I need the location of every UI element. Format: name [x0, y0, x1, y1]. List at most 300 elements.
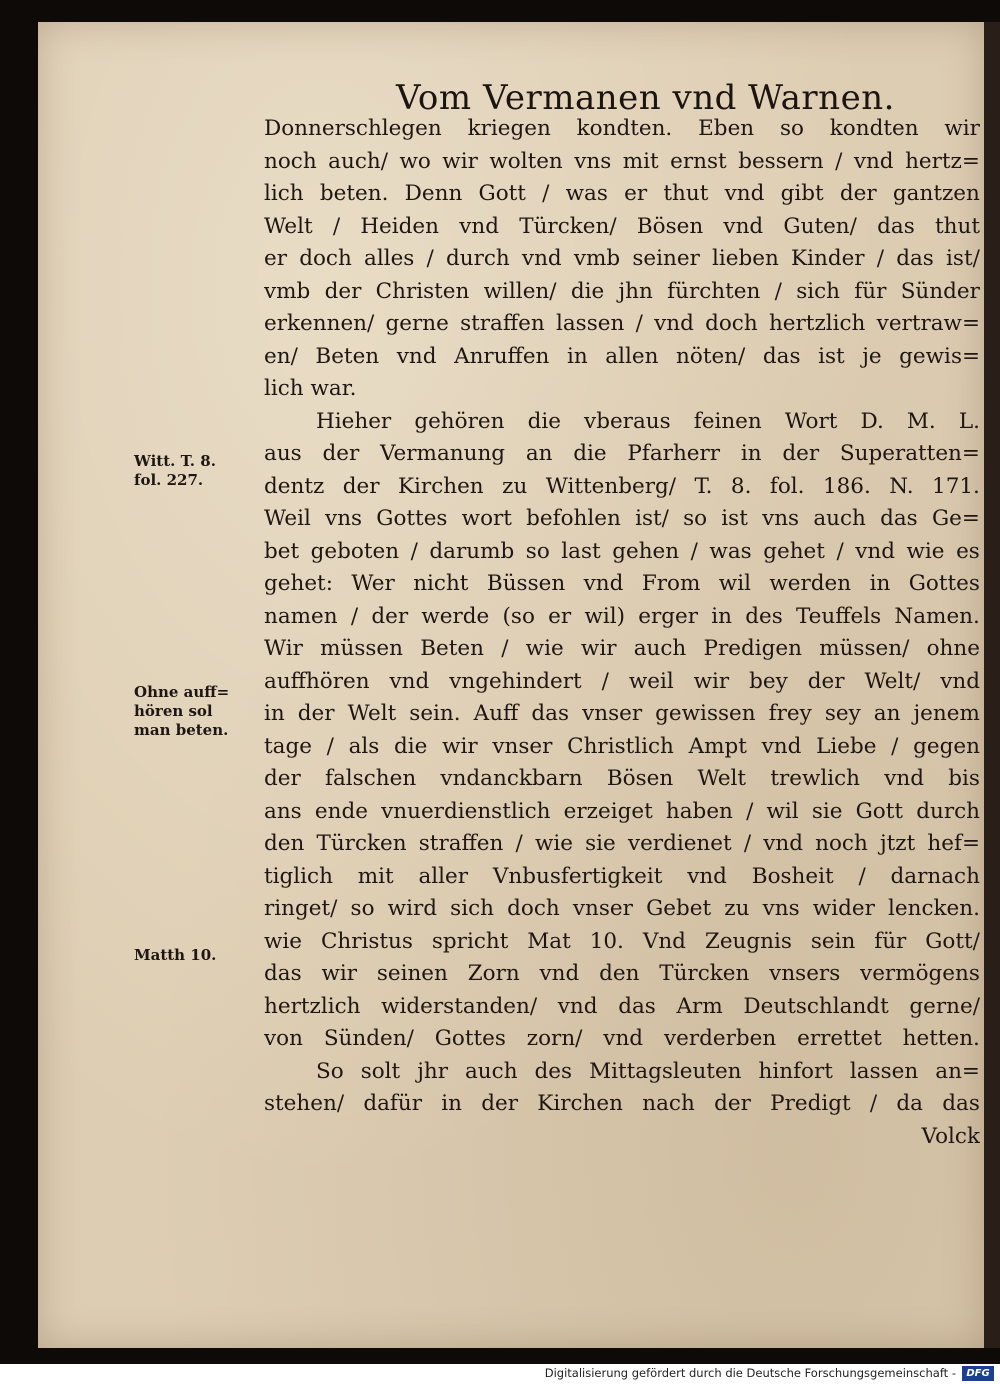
word: hertzlich	[264, 993, 361, 1019]
word: Mat	[527, 928, 571, 954]
word: stehen/	[264, 1091, 345, 1116]
word: der	[264, 766, 301, 791]
word: /	[542, 181, 550, 206]
word: solt	[360, 1058, 401, 1084]
page-heading: Vom Vermanen vnd Warnen.	[396, 78, 895, 118]
word: sie	[811, 798, 843, 824]
word: Arm	[676, 993, 723, 1019]
word: der	[481, 1091, 519, 1116]
word: Namen.	[894, 603, 980, 629]
word: L.	[958, 408, 980, 434]
word: der	[322, 441, 360, 466]
word: je	[862, 343, 882, 369]
word: vertraw=	[876, 311, 980, 336]
word: /	[746, 798, 754, 824]
word: vnd	[603, 1026, 644, 1051]
word: das	[762, 343, 801, 369]
word: Guten/	[783, 213, 857, 239]
word: er	[624, 181, 648, 206]
margin-note-line: man beten.	[134, 721, 229, 739]
word: in	[566, 343, 588, 369]
word: werde	[421, 603, 490, 629]
text-line-30	[264, 1056, 980, 1089]
word: Vermanung	[380, 441, 506, 466]
word: kondten.	[576, 116, 673, 141]
word: ist/	[946, 246, 980, 271]
word: vnd	[389, 668, 430, 694]
margin-note-line: Ohne auff=	[134, 683, 230, 701]
word: sich	[450, 896, 494, 921]
word: vns	[762, 506, 800, 531]
word: Gott	[855, 798, 904, 824]
word: Gottes	[434, 1026, 506, 1051]
word: hertzlich	[768, 311, 866, 336]
word: sich	[796, 278, 840, 304]
word: Wer	[351, 571, 395, 596]
word: vmb	[573, 246, 621, 271]
word: er	[264, 246, 288, 271]
word: wird	[387, 896, 437, 921]
word: vmb	[264, 278, 311, 304]
word: bey	[749, 668, 788, 694]
word: auch	[813, 506, 866, 531]
word: jhr	[417, 1058, 448, 1084]
word: bessern	[738, 148, 824, 174]
word: Anruffen	[454, 343, 550, 369]
word: Denn	[404, 181, 463, 206]
word: vnd	[853, 148, 894, 174]
word: vngehindert	[449, 668, 582, 694]
text-line-24	[264, 861, 980, 894]
word: vnuerdienstlich	[381, 798, 551, 824]
word: straffen	[418, 831, 504, 856]
word: sein.	[409, 701, 461, 726]
word: allen	[605, 343, 659, 369]
word: 186.	[822, 473, 871, 499]
word: Welt/	[864, 668, 921, 694]
word: Zorn	[467, 961, 520, 986]
word: Welt	[347, 701, 397, 726]
word: fol.	[769, 473, 805, 499]
word: das	[880, 506, 918, 531]
word: Hieher	[316, 408, 392, 434]
text-line-5	[264, 243, 980, 276]
word: verdienet	[627, 831, 732, 856]
word: vnd	[761, 733, 802, 759]
word: Bösen	[636, 213, 704, 239]
word: ende	[314, 798, 368, 824]
word: fürchten	[667, 278, 761, 304]
word: vns	[325, 506, 363, 531]
word: die	[527, 408, 561, 434]
margin-note-line: hören sol	[134, 702, 213, 720]
word: des	[534, 1058, 573, 1084]
word: vnd	[855, 538, 895, 564]
word: gantzen	[892, 181, 980, 206]
word: durch	[445, 246, 510, 271]
word: /	[635, 311, 643, 336]
word: zorn/	[526, 1026, 583, 1051]
word: da	[896, 1091, 923, 1116]
word: auch	[633, 636, 687, 661]
word: das	[264, 961, 302, 986]
word: für	[854, 278, 887, 304]
word: aller	[418, 863, 469, 889]
word: erkennen/	[264, 311, 375, 336]
margin-note-line: Matth 10.	[134, 946, 217, 964]
word: Deutschlandt	[743, 993, 889, 1019]
word: so	[350, 896, 375, 921]
word: last	[561, 538, 601, 564]
text-line-25	[264, 893, 980, 926]
word: T.	[694, 473, 713, 499]
word: wo	[399, 148, 431, 174]
word: hetten.	[902, 1026, 980, 1051]
text-line-2	[264, 146, 980, 179]
word: was	[709, 538, 752, 564]
word: vns	[762, 896, 800, 921]
word: lassen	[849, 1058, 919, 1084]
text-line-18	[264, 666, 980, 699]
word: werden	[769, 571, 852, 596]
text-line-22	[264, 796, 980, 829]
word: Ampt	[688, 733, 747, 759]
word: Wir	[264, 636, 303, 661]
word: Liebe	[816, 733, 877, 759]
word: durch	[916, 798, 980, 824]
word: /	[869, 1091, 878, 1116]
word: so	[779, 116, 804, 141]
word: gehet	[763, 538, 825, 564]
word: vnd	[763, 831, 803, 856]
word: /	[836, 538, 844, 564]
word: den	[264, 831, 305, 856]
word: wort	[461, 506, 512, 531]
word: wir	[693, 668, 730, 694]
word: M.	[906, 408, 936, 434]
word: er	[548, 603, 572, 629]
word: ernst	[670, 148, 727, 174]
word: vnd	[940, 668, 980, 694]
word: So	[316, 1058, 344, 1084]
word: vberaus	[584, 408, 671, 434]
word: lieben	[712, 246, 779, 271]
word: Kinder	[791, 246, 865, 271]
word: vnd	[521, 246, 562, 271]
word: ohne	[926, 636, 980, 661]
word: errettet	[797, 1026, 882, 1051]
body-text	[264, 113, 980, 1153]
word: der	[807, 668, 845, 694]
word: in	[264, 701, 285, 726]
text-line-8	[264, 341, 980, 374]
word: wil	[718, 571, 751, 596]
word: lassen	[555, 311, 625, 336]
word: vnd	[583, 571, 624, 596]
word: feinen	[693, 408, 762, 434]
word: /	[743, 831, 752, 856]
word: in	[711, 603, 732, 629]
word: den	[599, 961, 640, 986]
word: willen/	[483, 278, 557, 304]
word: die	[570, 278, 605, 304]
word: /	[690, 538, 698, 564]
word: der	[782, 441, 820, 466]
word: doch	[507, 896, 560, 921]
text-line-27	[264, 958, 980, 991]
word: so	[525, 538, 550, 564]
word: falschen	[325, 766, 417, 791]
word: in	[441, 1091, 462, 1116]
word: der	[324, 278, 362, 304]
word: seiner	[632, 246, 700, 271]
word: D.	[860, 408, 884, 434]
word: /	[326, 733, 334, 759]
word: widerstanden/	[381, 993, 538, 1019]
word: noch	[264, 148, 317, 174]
word: spricht	[431, 928, 509, 954]
word: das	[618, 993, 656, 1019]
word: vnsers	[769, 961, 841, 986]
word: was	[565, 181, 608, 206]
word: /	[501, 636, 509, 661]
word: /	[350, 603, 359, 629]
word: gehen	[612, 538, 680, 564]
word: vnser	[492, 733, 553, 759]
word: sey	[824, 701, 861, 726]
word: Beten	[315, 343, 380, 369]
word: nöten/	[676, 343, 746, 369]
word: es	[956, 538, 980, 564]
word: das	[531, 701, 570, 726]
word: müssen	[320, 636, 403, 661]
word: thut	[935, 213, 980, 239]
word: Weil	[264, 506, 311, 531]
word: gehet:	[264, 571, 333, 596]
word: wir	[321, 961, 357, 986]
word: wil)	[584, 603, 625, 629]
word: Superatten=	[839, 441, 980, 466]
word: das	[942, 1091, 980, 1116]
text-line-9: lich war.	[264, 376, 357, 401]
word: From	[641, 571, 701, 596]
page-edge	[984, 22, 1000, 1348]
word: Türcken/	[519, 213, 617, 239]
word: gewis=	[899, 343, 980, 369]
text-line-7	[264, 308, 980, 341]
word: straffen	[460, 311, 545, 336]
word: Eben	[698, 116, 755, 141]
word: wir	[944, 116, 980, 141]
word: auch/	[328, 148, 388, 174]
word: wil	[766, 798, 799, 824]
text-line-23	[264, 828, 980, 861]
word: der	[342, 473, 380, 499]
dfg-credit: Digitalisierung gefördert durch die Deutsche Forschungsgemeinschaft -	[544, 1366, 956, 1380]
word: Kirchen	[537, 1091, 623, 1116]
word: gibt	[780, 181, 824, 206]
margin-note-ohne-aufhoeren	[134, 683, 229, 740]
word: nicht	[413, 571, 469, 596]
text-line-4	[264, 211, 980, 244]
word: dafür	[363, 1091, 422, 1116]
word: Türcken	[316, 831, 407, 856]
text-line-17	[264, 633, 980, 666]
word: der	[297, 701, 335, 726]
word: hertz=	[905, 148, 980, 174]
word: vnd	[724, 181, 765, 206]
word: jenem	[913, 701, 980, 726]
word: vnd	[884, 766, 925, 791]
word: kondten	[829, 116, 919, 141]
word: die	[573, 441, 607, 466]
word: aus	[264, 441, 302, 466]
word: /	[426, 246, 434, 271]
word: wir	[442, 148, 478, 174]
word: wie	[264, 928, 303, 954]
word: so	[683, 506, 708, 531]
word: Auff	[473, 701, 519, 726]
word: hinfort	[758, 1058, 833, 1084]
text-line-1	[264, 113, 980, 146]
word: /	[891, 733, 899, 759]
word: vns	[574, 148, 612, 174]
word: en/	[264, 343, 298, 369]
word: wie	[534, 831, 573, 856]
word: lencken.	[888, 896, 980, 921]
word: wir	[442, 733, 478, 759]
word: gewissen	[655, 701, 756, 726]
word: thut	[663, 181, 709, 206]
word: doch	[299, 246, 352, 271]
word: Bösen	[606, 766, 674, 791]
word: 171.	[932, 473, 980, 499]
word: dentz	[264, 473, 325, 499]
word: Heiden	[360, 213, 439, 239]
word: namen	[264, 603, 338, 629]
word: frey	[768, 701, 812, 726]
text-line-11	[264, 438, 980, 471]
word: erger	[638, 603, 698, 629]
word: Vnd	[642, 928, 686, 954]
word: wie	[525, 636, 564, 661]
word: jtzt	[879, 831, 916, 856]
word: vnd	[654, 311, 694, 336]
word: geboten	[310, 538, 400, 564]
word: gegen	[913, 733, 980, 759]
word: N.	[889, 473, 914, 499]
word: tiglich	[264, 863, 333, 889]
word: vnd	[723, 213, 764, 239]
text-line-29	[264, 1023, 980, 1056]
word: 8.	[730, 473, 752, 499]
word: weil	[628, 668, 674, 694]
word: darnach	[890, 863, 980, 889]
word: mit	[357, 863, 394, 889]
catchword: Volck	[921, 1123, 980, 1149]
text-line-31	[264, 1088, 980, 1121]
word: trewlich	[770, 766, 861, 791]
word: Predigen	[703, 636, 802, 661]
word: das	[896, 246, 934, 271]
word: an=	[935, 1058, 980, 1084]
word: der	[714, 1091, 751, 1116]
word: Gottes	[908, 571, 980, 596]
word: verderben	[663, 1026, 777, 1051]
word: Wittenberg/	[545, 473, 676, 499]
word: auch	[464, 1058, 518, 1084]
word: kriegen	[467, 116, 551, 141]
word: Sünder	[900, 278, 980, 304]
word: ans	[264, 798, 302, 824]
text-line-14	[264, 536, 980, 569]
word: Wort	[784, 408, 838, 434]
word: darumb	[429, 538, 515, 564]
word: Donnerschlegen	[264, 116, 442, 141]
word: /	[876, 246, 885, 271]
text-line-28	[264, 991, 980, 1024]
text-line-13	[264, 503, 980, 536]
word: vnd	[539, 961, 580, 986]
word: Kirchen	[397, 473, 484, 499]
dfg-logo: DFG	[962, 1366, 994, 1381]
word: die	[394, 733, 428, 759]
word: wider	[812, 896, 875, 921]
word: /	[835, 148, 843, 174]
word: sein	[810, 928, 856, 954]
word: /	[858, 863, 866, 889]
text-line-16	[264, 601, 980, 634]
text-line-12	[264, 471, 980, 504]
word: vnd	[396, 343, 437, 369]
word: auffhören	[264, 668, 370, 694]
word: ist	[721, 506, 748, 531]
word: alles	[364, 246, 415, 271]
word: zu	[502, 473, 528, 499]
word: der	[839, 181, 877, 206]
word: von	[264, 1026, 303, 1051]
word: ist	[818, 343, 845, 369]
margin-note-line: fol. 227.	[134, 471, 204, 489]
word: Christlich	[567, 733, 674, 759]
word: seinen	[376, 961, 448, 986]
word: nach	[642, 1091, 695, 1116]
text-line-6	[264, 276, 980, 309]
word: ist/	[635, 506, 669, 531]
word: /	[410, 538, 418, 564]
word: Gebet	[646, 896, 712, 921]
word: jhn	[618, 278, 653, 304]
word: Vnbusfertigkeit	[492, 863, 663, 889]
text-line-21	[264, 763, 980, 796]
margin-note-matth	[134, 946, 216, 965]
word: Gott/	[925, 928, 980, 954]
word: sie	[585, 831, 616, 856]
word: Predigt	[770, 1091, 851, 1116]
word: vermögens	[860, 961, 980, 986]
word: Bosheit	[751, 863, 834, 889]
word: Türcken	[659, 961, 750, 986]
word: haben	[665, 798, 733, 824]
word: der	[371, 603, 409, 629]
word: Sünden/	[323, 1026, 414, 1051]
word: /	[601, 668, 609, 694]
word: bet	[264, 538, 300, 564]
word: für	[874, 928, 907, 954]
word: gehören	[414, 408, 505, 434]
word: Büssen	[486, 571, 566, 596]
word: beten.	[319, 181, 389, 206]
